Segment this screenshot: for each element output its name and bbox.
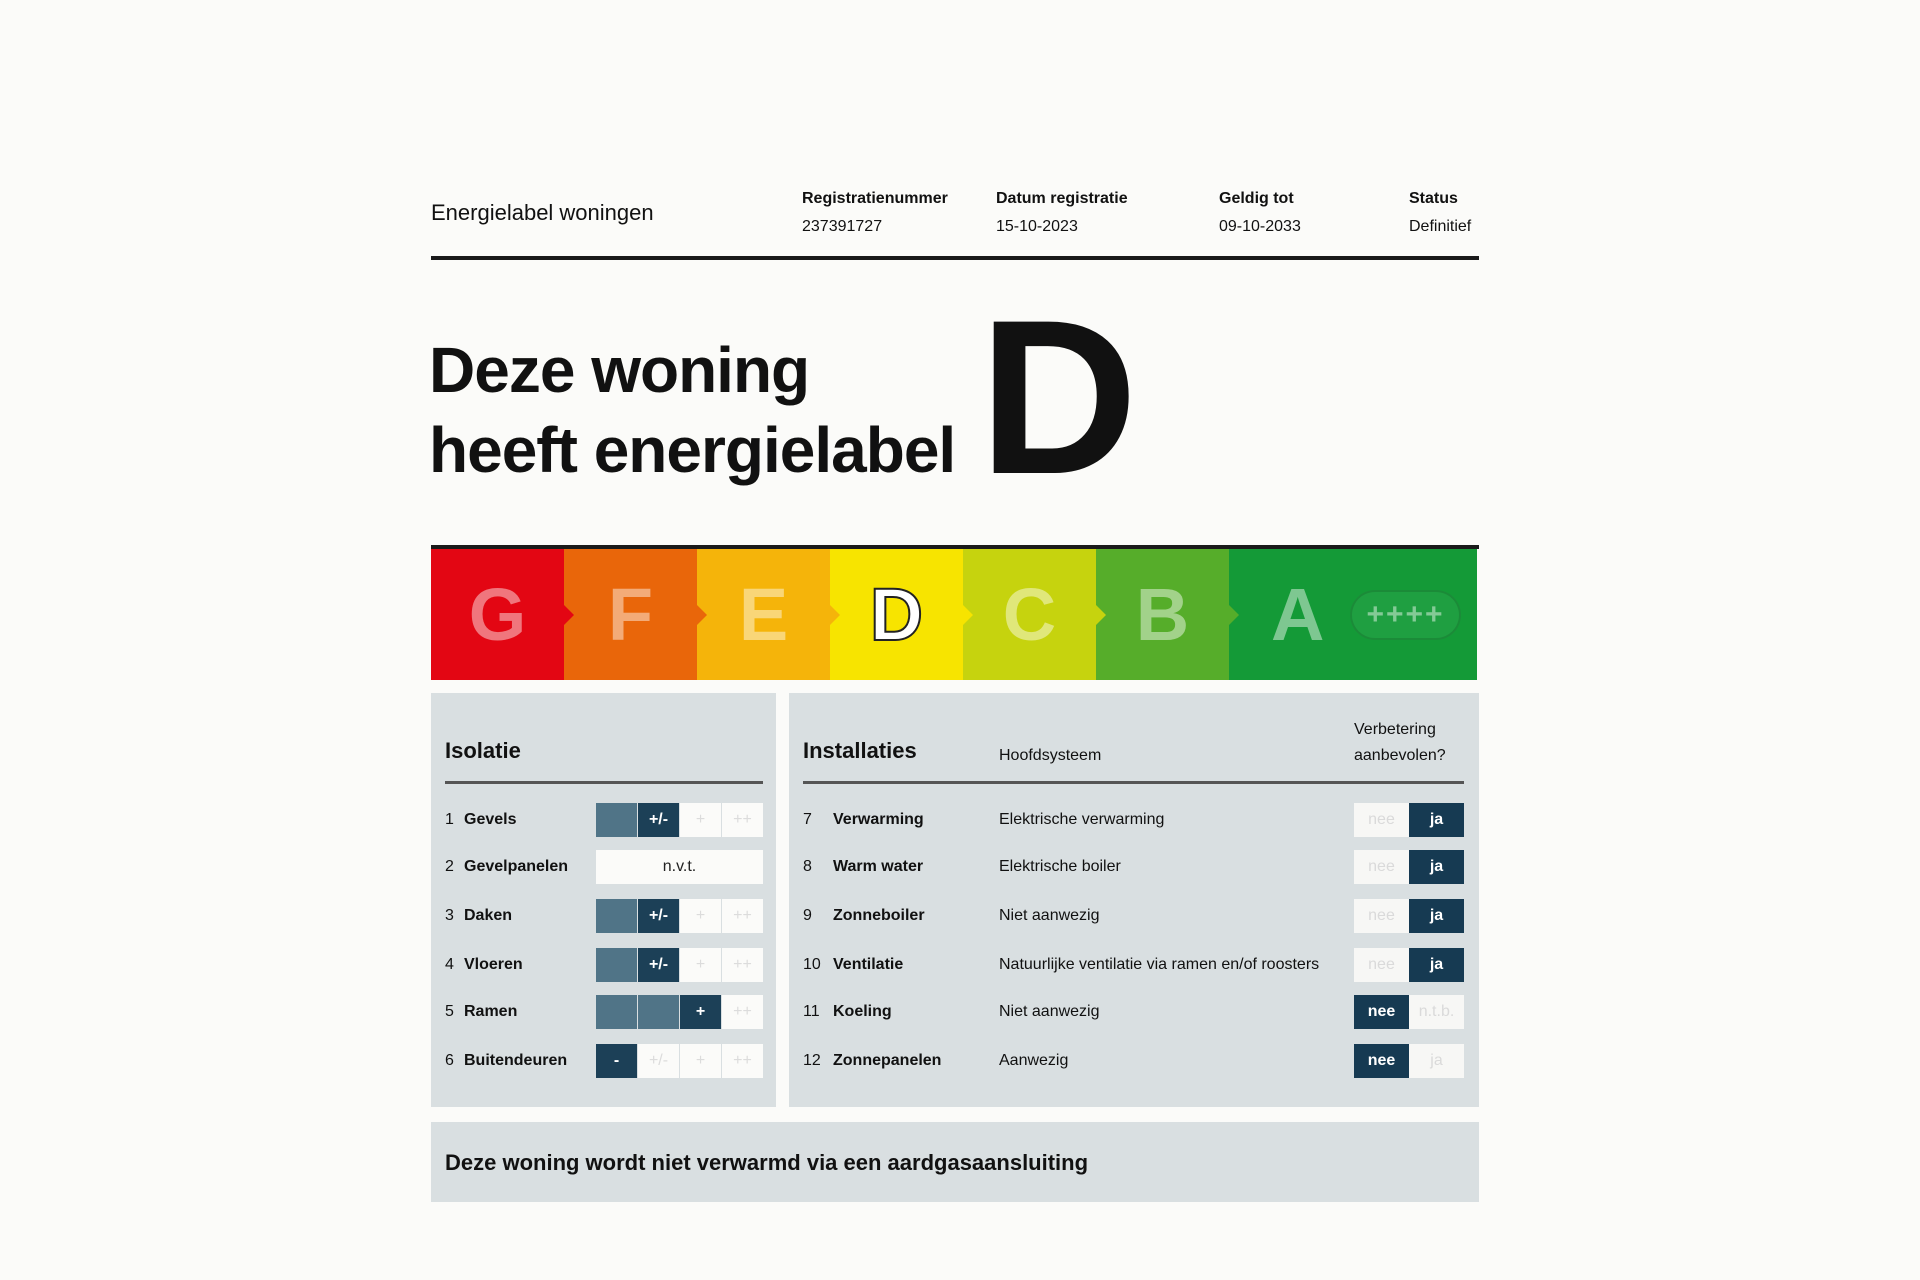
main-system-description: Niet aanwezig (999, 907, 1100, 924)
rating-box (596, 803, 637, 837)
rating-boxes (596, 948, 764, 982)
meta-label: Geldig tot (1219, 190, 1294, 207)
rating-box: ++ (722, 899, 763, 933)
row-name: Koeling (833, 1003, 892, 1020)
toggle-option: ja (1409, 1044, 1464, 1078)
rating-box: - (596, 1044, 637, 1078)
meta-label: Datum registratie (996, 190, 1128, 207)
meta-valid-until (1219, 190, 1301, 236)
column-header-improvement (1354, 717, 1446, 769)
column-header-line: aanbevolen? (1354, 747, 1446, 764)
label-heading (431, 260, 1479, 545)
insulation-divider (445, 781, 763, 784)
row-number: 1 (445, 811, 454, 828)
toggle-option: ja (1409, 850, 1464, 884)
scale-segment-b (1096, 549, 1229, 680)
toggle-option: ja (1409, 803, 1464, 837)
installations-title: Installaties (803, 738, 917, 763)
installation-row (789, 995, 1479, 1029)
scale-letter: C (1002, 573, 1057, 656)
toggle-option: nee (1354, 850, 1409, 884)
row-name: Zonneboiler (833, 907, 925, 924)
rating-box: ++ (722, 948, 763, 982)
row-name: Vloeren (464, 956, 523, 973)
rating-box: + (680, 948, 721, 982)
main-system-description: Natuurlijke ventilatie via ramen en/of roosters (999, 956, 1320, 973)
insulation-row (431, 899, 776, 933)
gas-connection-notice (431, 1122, 1479, 1202)
document-title: Energielabel woningen (431, 200, 654, 225)
meta-value: 09-10-2033 (1219, 218, 1301, 235)
improvement-recommended-toggle (1354, 899, 1464, 933)
meta-registration-date (996, 190, 1128, 236)
main-system-description: Elektrische verwarming (999, 811, 1165, 828)
row-number: 4 (445, 956, 454, 973)
label-heading-text (429, 330, 955, 490)
insulation-row (431, 803, 776, 837)
rating-boxes (596, 803, 764, 837)
meta-value: Definitief (1409, 218, 1472, 235)
not-applicable-box: n.v.t. (596, 850, 763, 884)
improvement-recommended-toggle (1354, 948, 1464, 982)
meta-label: Status (1409, 190, 1458, 207)
row-number: 8 (803, 858, 812, 875)
toggle-option: ja (1409, 899, 1464, 933)
scale-segment-d (830, 549, 963, 680)
rating-box: +/- (638, 1044, 679, 1078)
scale-letter: F (607, 573, 654, 656)
row-name: Ramen (464, 1003, 518, 1020)
row-number: 6 (445, 1052, 454, 1069)
row-number: 3 (445, 907, 454, 924)
rating-box: ++ (722, 995, 763, 1029)
toggle-option: nee (1354, 948, 1409, 982)
row-name: Warm water (833, 858, 924, 875)
toggle-option: nee (1354, 995, 1409, 1029)
rating-box: ++ (722, 803, 763, 837)
row-name: Buitendeuren (464, 1052, 568, 1069)
rating-box: +/- (638, 803, 679, 837)
main-system-description: Aanwezig (999, 1052, 1069, 1069)
insulation-title: Isolatie (445, 738, 521, 763)
rating-box: + (680, 995, 721, 1029)
toggle-option: nee (1354, 803, 1409, 837)
scale-segment-e (697, 549, 830, 680)
rating-boxes (596, 995, 764, 1029)
row-name: Gevelpanelen (464, 858, 569, 875)
heading-line-2: heeft energielabel (429, 414, 956, 486)
heading-line-1: Deze woning (429, 334, 810, 406)
rating-box (596, 948, 637, 982)
row-number: 2 (445, 858, 454, 875)
row-number: 7 (803, 811, 812, 828)
rating-box: +/- (638, 899, 679, 933)
rating-boxes (596, 899, 764, 933)
insulation-row (431, 850, 776, 884)
gas-connection-text: Deze woning wordt niet verwarmd via een aardgasaansluiting (445, 1150, 1089, 1175)
rating-boxes (596, 850, 764, 884)
scale-segment-a (1229, 549, 1477, 680)
insulation-panel (431, 693, 776, 1107)
installations-divider (803, 781, 1464, 784)
meta-value: 15-10-2023 (996, 218, 1078, 235)
rating-box: ++ (722, 1044, 763, 1078)
meta-registration-number (802, 190, 948, 236)
row-number: 12 (803, 1052, 821, 1069)
insulation-row (431, 1044, 776, 1078)
rating-box: +/- (638, 948, 679, 982)
details-panels (431, 693, 1479, 1107)
rating-box: + (680, 899, 721, 933)
energy-label-document (431, 180, 1479, 1202)
insulation-row (431, 948, 776, 982)
scale-letter: B (1135, 573, 1190, 656)
toggle-option: nee (1354, 899, 1409, 933)
row-number: 9 (803, 907, 812, 924)
row-name: Ventilatie (833, 956, 904, 973)
toggle-option: nee (1354, 1044, 1409, 1078)
row-name: Daken (464, 907, 513, 924)
installation-row (789, 850, 1479, 884)
toggle-option: ja (1409, 948, 1464, 982)
column-header-line: Verbetering (1354, 721, 1436, 738)
column-header-main-system: Hoofdsysteem (999, 747, 1102, 764)
rating-box: + (680, 803, 721, 837)
row-number: 5 (445, 1003, 454, 1020)
rating-box (596, 995, 637, 1029)
rating-box (596, 899, 637, 933)
scale-letter: A (1271, 573, 1325, 656)
energy-label-letter: D (979, 274, 1138, 520)
scale-segment-g (431, 549, 564, 680)
improvement-recommended-toggle (1354, 850, 1464, 884)
toggle-option: n.t.b. (1409, 995, 1464, 1029)
scale-segment-f (564, 549, 697, 680)
main-system-description: Elektrische boiler (999, 858, 1121, 875)
energy-scale (431, 545, 1479, 680)
scale-letter: G (468, 573, 527, 656)
row-name: Verwarming (833, 811, 924, 828)
installation-row (789, 1044, 1479, 1078)
document-header (431, 180, 1479, 260)
insulation-row (431, 995, 776, 1029)
meta-label: Registratienummer (802, 190, 948, 207)
installation-row (789, 948, 1479, 982)
row-name: Gevels (464, 811, 517, 828)
a-plus-badge: ++++ (1350, 590, 1460, 640)
installation-row (789, 899, 1479, 933)
main-system-description: Niet aanwezig (999, 1003, 1100, 1020)
rating-box (638, 995, 679, 1029)
scale-letter: E (738, 573, 789, 656)
meta-value: 237391727 (802, 218, 883, 235)
improvement-recommended-toggle (1354, 995, 1464, 1029)
installation-row (789, 803, 1479, 837)
rating-box: + (680, 1044, 721, 1078)
scale-segment-c (963, 549, 1096, 680)
improvement-recommended-toggle (1354, 803, 1464, 837)
improvement-recommended-toggle (1354, 1044, 1464, 1078)
row-name: Zonnepanelen (833, 1052, 942, 1069)
row-number: 11 (803, 1003, 820, 1020)
scale-letter: D (869, 573, 924, 656)
rating-boxes (596, 1044, 764, 1078)
row-number: 10 (803, 956, 821, 973)
meta-status (1409, 190, 1471, 236)
installations-panel (789, 693, 1479, 1107)
